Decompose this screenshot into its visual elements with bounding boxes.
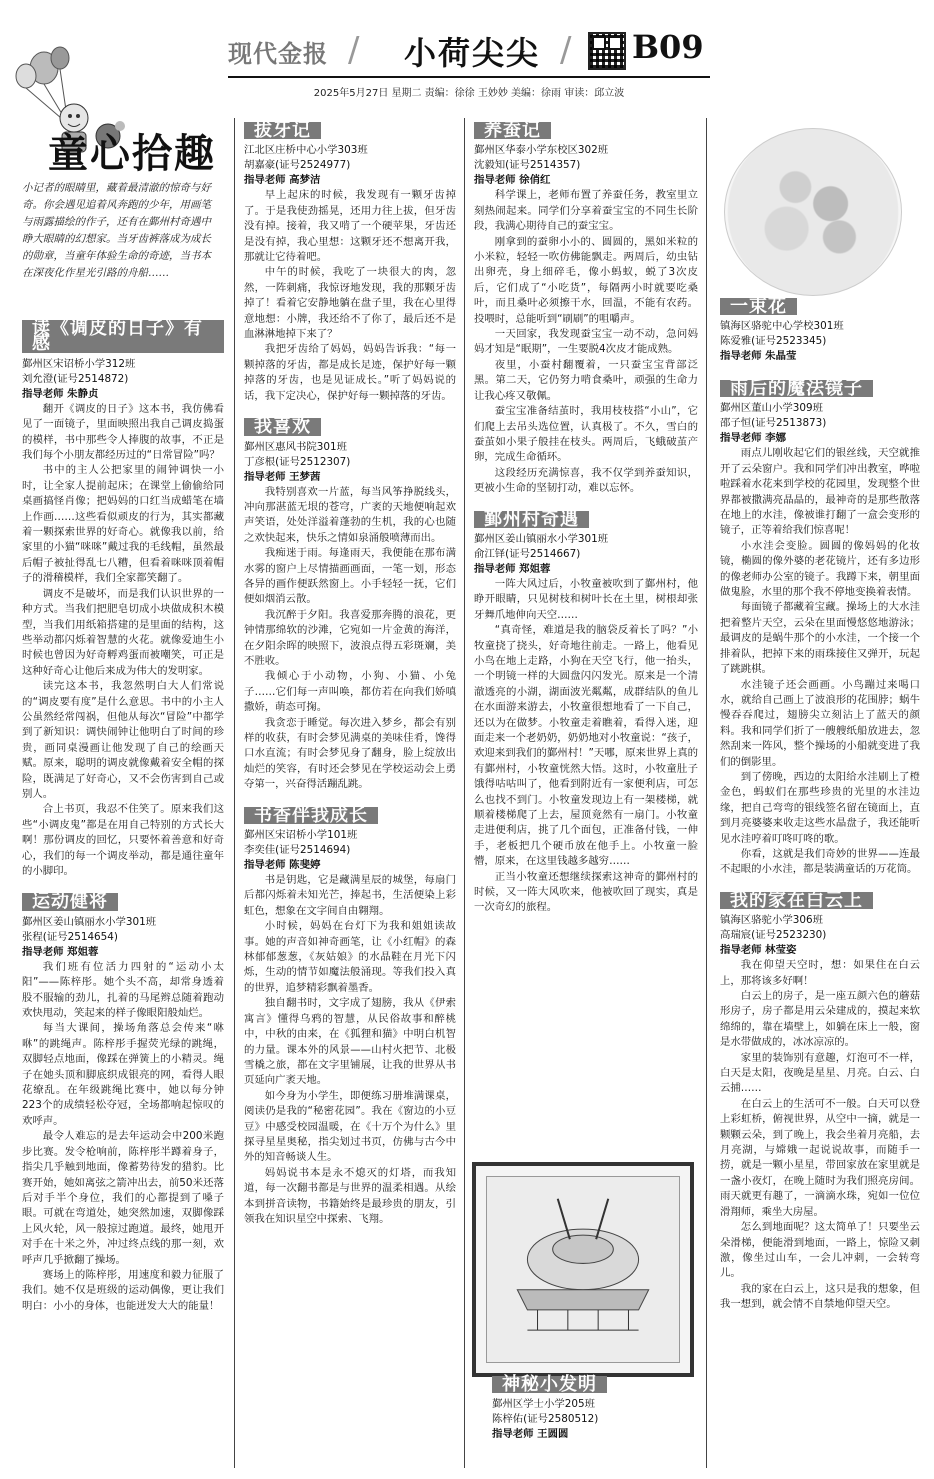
paragraph: 最令人难忘的是去年运动会中200米跑步比赛。发令枪响前，陈梓彤半蹲着身子，指尖几乎触到地面，像蓄势待发的猎豹。比赛开始，她如离弦之箭冲出去，前50米还落后对手半个身位，我们的心都提到了嗓子眼。可就在弯道处，她突然加速，双脚像踩上风火轮，风一般掠过跑道。最终，她甩开对手在十米之外，冲过终点线的那一刻，欢呼声几乎掀翻了操场。 — [22, 1130, 224, 1266]
divider-slash: / — [560, 30, 572, 70]
paragraph: 书中的主人公把家里的闹钟调快一小时，让全家人提前起床；在课堂上偷偷给同桌画搞怪肖像；把妈妈的口红当成蜡笔在墙上作画……这些看似顽皮的行为，其实都藏着一颗探索世界的好奇心。就像我以前，给家里的小猫“咪咪”戴过我的毛线帽，虽然最后帽子被扯得乱七八糟，但看着咪咪顶着帽子的滑稽模样，我们全家都笑翻了。 — [22, 464, 224, 585]
article-teacher: 指导老师 林莹姿 — [720, 944, 797, 957]
article-body — [244, 873, 456, 1227]
article-body — [244, 485, 456, 793]
article-student: 邵子恒(证号2513873) — [720, 417, 827, 430]
paragraph: 蚕宝宝准备结茧时，我用枝枝搭“小山”，它们爬上去吊头选位置，认真极了。不久，雪白的蚕茧如小果子般挂在枝头。两周后，飞蛾破茧产卵，完成生命循环。 — [474, 405, 698, 464]
paragraph: “真奇怪，难道是我的脑袋反着长了吗？”小牧童挠了挠头，好奇地往前走。一路上，他看见小鸟在地上走路，小狗在天空飞行，他一抬头，一个明镜一样的大圆盘闪闪发光。原来是一个清澈透亮的小湖，湖面波光粼粼，成群结队的鱼儿在水面游来游去，小牧童很想地看了一下自己，还以为在做梦。小牧童走着瞧着，看得入迷，迎面走来一个老奶奶，奶奶地对小牧童说：“孩子，欢迎来到我们的鄞州村！”天哪，原来世界上真的有鄞州村，小牧童恍然大悟。这时，小牧童肚子饿得咕咕叫了，他看到附近有一家便利店，可怎么也找不到门。小牧童发现边上有一架楼梯，就顺着楼梯爬了上去，屋顶竟然有一扇门。小牧童走进便利店，挑了几个面包，正准备付钱，一伸手，老板把几个硬币放在他手上。小牧童一脸懵，原来，在这里钱越多越穷…… — [474, 624, 698, 868]
article-cloud-home — [720, 888, 920, 1313]
paragraph: 夜里，小蚕村翻覆着，一只蚕宝宝背部泛黑。第二天，它仍努力啃食桑叶，顽强的生命力让我心疼又敬佩。 — [474, 358, 698, 402]
paragraph: 书是钥匙，它是藏满星辰的城堡，每扇门后都闪烁着未知光芒，捧起书，生活便染上彩虹色，想象在文字间自由翱翔。 — [244, 874, 456, 917]
artwork-student: 陈梓佑(证号2580512) — [492, 1413, 599, 1426]
paragraph: 我把牙齿给了妈妈，妈妈告诉我：“每一颗掉落的牙齿，都是成长足迹，保护好每一颗掉落的牙齿，也是见证成长。”听了妈妈说的话，我下定决心，保护好每一颗掉落的牙齿。 — [244, 343, 456, 402]
article-student: 沈毅知(证号2514357) — [474, 159, 581, 172]
article-magic-mirror — [720, 376, 920, 878]
article-body — [720, 958, 920, 1312]
article-school: 鄞州区姜山镇丽水小学301班 — [22, 915, 157, 928]
article-body — [244, 188, 456, 404]
paragraph: 如今身为小学生，即便练习册堆满课桌，阅读仍是我的“秘密花园”。我在《窗边的小豆豆》中感受校园温暖，在《十万个为什么》里探寻星星奥秘，指尖划过书页，仿佛与古今中外的知音畅谈人生。 — [244, 1089, 456, 1164]
header-rule — [228, 76, 710, 78]
article-teacher: 指导老师 郑姐蓉 — [22, 945, 99, 958]
article-student: 张程(证号2514654) — [22, 930, 118, 943]
flower-painting — [724, 128, 902, 296]
article-body — [22, 402, 224, 880]
article-teacher: 指导老师 陈斐婷 — [244, 859, 321, 872]
framed-artwork — [472, 1162, 694, 1377]
paragraph: 赛场上的陈梓彤，用速度和毅力征服了我们。她不仅是班级的运动偶像，更让我们明白：小小的身体，也能迸发大大的能量！ — [22, 1268, 224, 1312]
column-rule — [464, 118, 465, 1468]
section-name: 小荷尖尖 — [404, 34, 541, 72]
paragraph: 家里的装饰别有意趣，灯泡可不一样，白天是太阳，夜晚是星星、月亮。白云、白云捕…… — [720, 1051, 920, 1095]
column-3 — [474, 118, 698, 926]
article-student: 俞江铎(证号2514667) — [474, 547, 581, 560]
paragraph: 读完这本书，我忽然明白大人们常说的“调皮要有度”是什么意思。书中的小主人公虽然经常闯祸，但他从每次“冒险”中都学到了新知识：调快闹钟让他明白了时间的珍贵，画同桌漫画让他发现了自己的绘画天赋。原来，聪明的调皮就像戴着安全帽的探险，既满足了好奇心，又不会伤害到自己或别人。 — [22, 680, 224, 800]
paragraph: 调皮不是破坏，而是我们认识世界的一种方式。当我们把肥皂切成小块做成积木模型，当我们用纸箱搭建的是里面的结构，这些举动都闪烁着智慧的火花。就像爱迪生小时候也曾因为好奇孵鸡蛋而被嘲笑，可正是这种好奇心让他后来成为伟大的发明家。 — [22, 587, 224, 677]
paragraph: 每当大课间，操场角落总会传来“咻咻”的跳绳声。陈梓彤手握荧光绿的跳绳，双脚轻点地面，像踩在弹簧上的小精灵。绳子在她头顶和脚底织成银亮的网，看得人眼花缭乱。在年级跳绳比赛中，她以每分钟223个的成绩轻松夺冠，全场都响起惊叹的欢呼声。 — [22, 1022, 224, 1127]
article-books — [244, 803, 456, 1228]
paragraph: 中午的时候，我吃了一块很大的肉，忽然，一阵刺痛，我惊讶地发现，我的那颗牙齿掉了！看着它安静地躺在盘子里，我在心里得意地想：小牌，我还给不了你了，最后还不是血淋淋地掉下来了？ — [244, 266, 456, 341]
paragraph: 科学课上，老师布置了养蚕任务，教室里立刻热闹起来。同学们分享着蚕宝宝的不同生长阶段，我满心期待自己的蚕宝宝。 — [474, 189, 698, 233]
paragraph: 怎么到地面呢？这太简单了！只要坐云朵滑梯，便能滑到地面，一路上，惊险又刺激，像坐过山车，一会儿冲刺，一会转弯儿。 — [720, 1221, 920, 1280]
artwork-title: 神秘小发明 — [492, 1376, 607, 1393]
paragraph: 在白云上的生活可不一般。白天可以登上彩虹桥，俯视世界，从空中一摘，就是一颗颗云朵，到了晚上，我会坐着月亮船，去月亮湖，与嫦娥一起说说故事，而随手一捞，就是一颗小星星，带回家放在家里就是一盏小夜灯，在晚上随时为我们照亮房间。雨天就更有趣了，一滴滴水珠，宛如一位位滑翔师，乘坐大房屋。 — [720, 1097, 920, 1218]
article-teacher: 指导老师 李娜 — [720, 432, 786, 445]
article-teacher: 指导老师 郑姐蓉 — [474, 562, 551, 575]
column-rule — [234, 118, 235, 1468]
article-title: 鄞州村奇遇 — [474, 511, 589, 528]
paragraph: 翻开《调皮的日子》这本书，我仿佛看见了一面镜子，里面映照出我自己调皮捣蛋的模样，书中那些令人捧腹的故事，不正是我们每个小朋友都经历过的“日常冒险”吗？ — [22, 402, 224, 462]
paragraph: 合上书页，我忍不住笑了。原来我们这些“小调皮鬼”都是在用自己特别的方式长大啊！那份调皮的回忆，只要怀着善意和好奇心，我们的每一个调皮举动，都是通往童年的小脚印。 — [22, 803, 224, 877]
article-title: 我的家在白云上 — [720, 892, 873, 909]
article-title: 我喜欢 — [244, 418, 321, 435]
article-student: 李奕佳(证号2514694) — [244, 844, 351, 857]
article-title: 养蚕记 — [474, 122, 551, 139]
article-tooth — [244, 118, 456, 404]
paragraph: 白云上的房子，是一座五颜六色的蘑菇形房子，房子都是用云朵建成的，摸起来软绵绵的，靠在墙壁上，如躺在床上一般，窗是水带做成的，冰冰凉凉的。 — [720, 990, 920, 1049]
paragraph: 我在仰望天空时，想：如果住在白云上，那将该多好啊！ — [720, 959, 920, 987]
paragraph: 这段经历充满惊喜，我不仅学到养蚕知识，更被小生命的坚韧打动，难以忘怀。 — [474, 466, 698, 495]
paragraph: 我特别喜欢一片蓝，每当风筝挣脱线头，冲向那湛蓝无垠的苍穹，广袤的天地便响起欢声笑语，处处洋溢着蓬勃的生机，我的心也随之欢快起来，快乐之情如泉涌般喷薄而出。 — [244, 485, 456, 544]
article-student: 胡嘉豪(证号2524977) — [244, 159, 351, 172]
paragraph: 我沉醉于夕阳。我喜爱那奔腾的浪花，更钟情那绵软的沙滩，它宛如一片金黄的海洋，在夕阳余晖的映照下，波浪点得五彩斑斓，美不胜收。 — [244, 608, 456, 667]
article-school: 镇海区骆驼小学306班 — [720, 914, 823, 927]
article-student: 高瑞宸(证号2523230) — [720, 929, 827, 942]
paragraph: 早上起床的时候，我发现有一颗牙齿掉了。于是我使劲摇晃，还用力往上拔，但牙齿没有掉。接着，我又啃了一个硬苹果，牙齿还是没有掉，我心里想：这颗牙还不想离开我，那就让它待着吧。 — [244, 189, 456, 264]
paragraph: 小水洼会变脸。圆圆的像妈妈的化妆镜，椭圆的像外婆的老花镜片，还有多边形的像老师办公室的镜子。我蹲下来，朝里面做鬼脸，水里的那个我不停地变换着表情。 — [720, 539, 920, 599]
paragraph: 我们班有位活力四射的“运动小太阳”——陈梓彤。她个头不高，却常身透着股不服输的劲儿，扎着的马尾辫总随着跑动欢快甩动，笑起来的样子像眼阳般灿烂。 — [22, 960, 224, 1020]
article-title: 读《调皮的日子》有感 — [22, 320, 224, 353]
article-teacher: 指导老师 高梦洁 — [244, 174, 321, 187]
column-rule — [706, 118, 707, 1468]
paragraph: 每面镜子都藏着宝藏。操场上的大水洼把着整片天空，云朵在里面慢悠悠地游泳；最调皮的是蜗牛那个的小水洼，一个接一个排着队，把掉下来的雨珠接住又弹开，玩起了跳跳棋。 — [720, 601, 920, 676]
article-teacher: 指导老师 王梦茜 — [244, 470, 321, 483]
article-title: 拔牙记 — [244, 122, 321, 139]
paragraph: 水洼镜子还会画画。小鸟蹦过来喝口水，就给自己画上了波浪形的花围脖；蜗牛慢吞吞爬过，翅膀尖立刻沾上了蓝天的颜料。我和同学们折了一艘艘纸船放进去，忽然刮来一阵风，整个操场的小船就变进了我们的倒影里。 — [720, 678, 920, 768]
paragraph: 我痴迷于雨。每逢雨天，我便能在那布满水雾的窗户上尽情描画画面，一笔一划，形态各异的画作便跃然窗上。小手轻轻一抚，它们便如烟消云散。 — [244, 547, 456, 606]
article-i-like — [244, 414, 456, 793]
column-1 — [22, 316, 224, 1324]
paragraph: 一阵大风过后，小牧童被吹到了鄞州村，他睁开眼睛，只见树枝和树叶长在土里，树根却张牙舞爪地伸向天空…… — [474, 577, 698, 621]
feature-intro: 小记者的眼睛里，藏着最清澈的惊奇与好奇。你会遇见追着风奔跑的少年，用画笔与雨露描绘的作子，还有在鄞州村奇遇中睁大眼睛的幻想家。当牙齿裤落成为成长的勋章，当童年体验生命的奇迹，当书本在深夜化作星光引路的舟船…… — [22, 182, 211, 279]
artwork-caption-1 — [720, 294, 920, 364]
qr-code-icon[interactable] — [588, 32, 626, 70]
paragraph: 正当小牧童还想继续探索这神奇的鄞州村的时候，又一阵大风吹来，他被吹回了现实，真是一次奇幻的旅程。 — [474, 870, 698, 914]
paragraph: 我倾心于小动物，小狗、小猫、小兔子……它们每一声叫唤，都仿若在向我们娇嗔撒娇，萌态可掬。 — [244, 670, 456, 714]
dateline: 2025年5月27日 星期二 责编：徐徐 王妙妙 美编：徐雨 审读：邱立波 — [313, 88, 625, 99]
article-student: 刘允澄(证号2514872) — [22, 372, 129, 385]
artwork-caption-2 — [492, 1372, 692, 1442]
feature-kicker: 童心拾趣 — [48, 130, 216, 177]
paragraph: 妈妈说书本是永不熄灭的灯塔，而我知道，每一次翻书都是与世界的温柔相遇。从绘本到拼音读物，书籍始终是最珍贵的朋友，引领我在知识星空中探索、飞翔。 — [244, 1166, 456, 1225]
artwork-school: 鄞州区学士小学205班 — [492, 1398, 595, 1411]
invention-drawing — [486, 1176, 680, 1363]
article-body — [474, 188, 698, 496]
article-school: 鄞州区华泰小学东校区302班 — [474, 144, 609, 157]
invention-sketch-icon — [487, 1177, 679, 1362]
article-school: 鄞州区惠风书院301班 — [244, 440, 347, 453]
paragraph: 独自翻书时，文字成了翅膀，我从《伊索寓言》懂得乌鸦的智慧，从民俗故事和醉桃中，中秋的由来，在《狐狸和猫》中明白机智的力量。课本外的风景——山村火把节、北极雪橇之旅，都在文字里铺展，让我的世界从书页延向广袤天地。 — [244, 997, 456, 1087]
article-village-adventure — [474, 507, 698, 916]
artwork-teacher: 指导老师 王圆圆 — [492, 1428, 569, 1441]
paragraph: 雨点儿刚收起它们的银丝线，天空就推开了云朵窗户。我和同学们冲出教室，哗啦啦踩着水花来到学校的花园里，发现整个世界都被撒满亮晶晶的，最神奇的是那些散落在地上的水洼，像被谁打翻了一盒会变形的镜子，正等着给我们惊喜呢！ — [720, 447, 920, 537]
divider-slash: / — [348, 30, 360, 70]
column-4 — [720, 376, 920, 1323]
article-school: 江北区庄桥中心小学303班 — [244, 144, 368, 157]
paragraph: 小时候，妈妈在台灯下为我和姐姐读故事。她的声音如神奇画笔，让《小红帽》的森林郁郁葱葱，《灰姑娘》的水晶鞋在月光下闪烁，生动的情节如魔法般涌现。等我们投入真的世界，追梦精彩飘着墨香。 — [244, 920, 456, 994]
article-school: 鄞州区姜山镇丽水小学301班 — [474, 532, 609, 545]
article-athlete — [22, 889, 224, 1314]
article-title: 书香伴我成长 — [244, 807, 378, 824]
artwork-student: 陈爱雅(证号2523345) — [720, 335, 827, 348]
artwork-school: 镇海区骆驼中心学校301班 — [720, 320, 844, 333]
paragraph: 我贪恋于睡觉。每次进入梦乡，都会有别样的收获，有时会梦见满桌的美味佳肴，馋得口水直流；有时会梦见身了翻身，脸上绽放出灿烂的笑容，有时还会梦见在学校运动会上勇夺第一，兴奋得活蹦乱跳。 — [244, 716, 456, 791]
article-teacher: 指导老师 朱静贞 — [22, 387, 99, 400]
article-student: 丁彦根(证号2512307) — [244, 455, 351, 468]
paragraph: 刚拿到的蚕卵小小的、圆圆的，黑如米粒的小米粒，轻轻一吹仿佛能飘走。两周后，幼虫钻出卵壳，身上细碎毛，像小蚂蚁，蜕了3次皮后，它们成了“小吃货”，每隔两小时就要吃桑叶，而且桑叶必须擦干水，回温，不能有农药。投喂时，总能听到“刷刷”的咀嚼声。 — [474, 235, 698, 325]
masthead — [0, 0, 934, 100]
article-title: 运动健将 — [22, 893, 118, 910]
article-body — [474, 577, 698, 916]
article-school: 鄞州区宋诏桥小学312班 — [22, 357, 136, 370]
artwork-title: 一束花 — [720, 298, 797, 315]
article-silkworm — [474, 118, 698, 497]
article-school: 鄞州区董山小学309班 — [720, 402, 823, 415]
article-school: 鄞州区宋诏桥小学101班 — [244, 829, 358, 842]
article-body — [720, 446, 920, 877]
article-reading-notes — [22, 316, 224, 879]
article-teacher: 指导老师 徐俏红 — [474, 174, 551, 187]
page-number: B09 — [632, 28, 704, 66]
column-2 — [244, 118, 456, 1237]
paragraph: 你看，这就是我们奇妙的世界——连最不起眼的小水洼，都是装满童话的万花筒。 — [720, 847, 920, 876]
paper-name: 现代金报 — [228, 39, 328, 68]
article-title: 雨后的魔法镜子 — [720, 380, 873, 397]
paragraph: 我的家在白云上，这只是我的想象，但我一想到，就会情不自禁地仰望天空。 — [720, 1282, 920, 1311]
article-body — [22, 960, 224, 1314]
artwork-teacher: 指导老师 朱晶莹 — [720, 350, 797, 363]
paragraph: 到了傍晚，西边的太阳给水洼刷上了橙金色，蚂蚁们在那些珍贵的光里的水洼边缘，把自己弯弯的银线签名留在镜面上，直到月亮婆婆来收走这些水晶盘子，我还能听见水洼哼着叮咚叮咚的歌。 — [720, 770, 920, 845]
paragraph: 一天回家，我发现蚕宝宝一动不动，急问妈妈才知是“眠期”，一生要脱4次皮才能成熟。 — [474, 328, 698, 356]
